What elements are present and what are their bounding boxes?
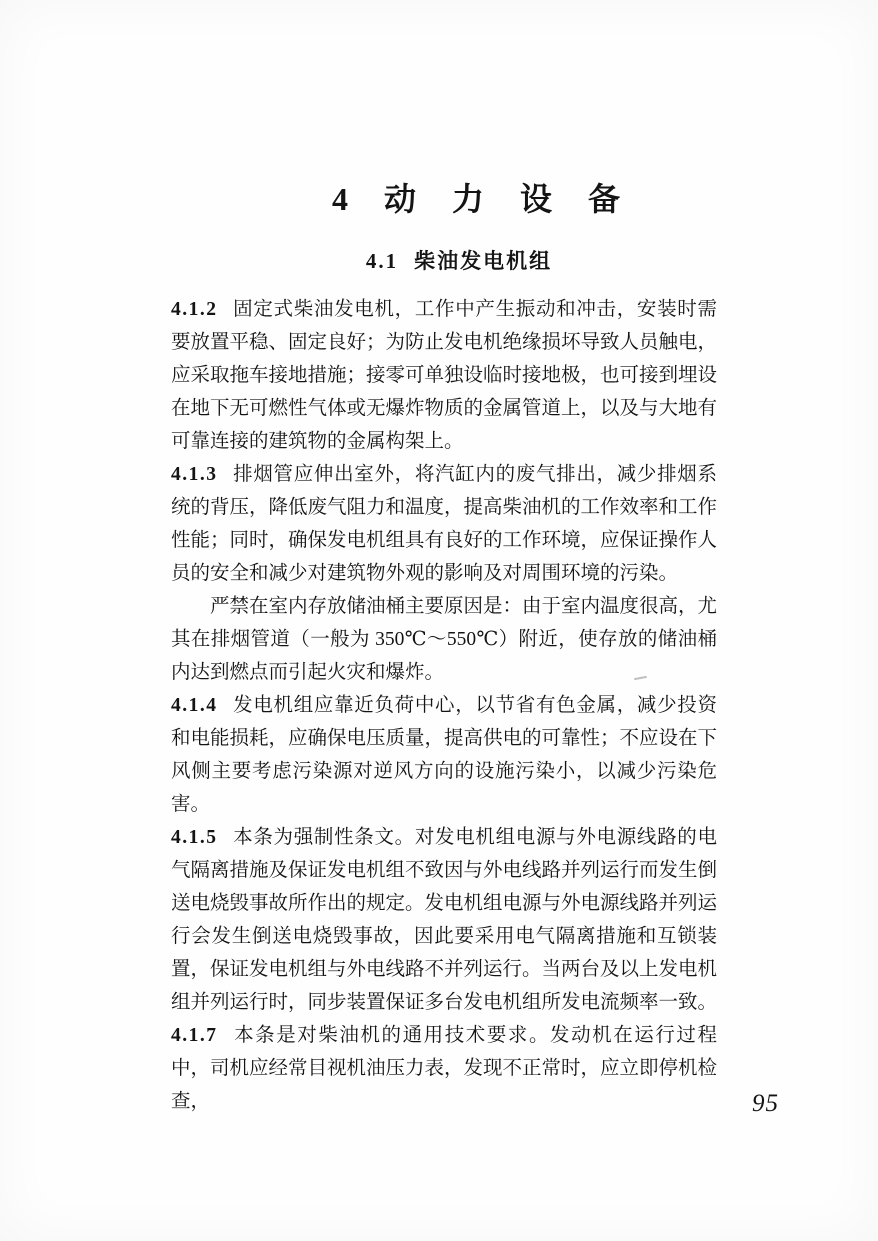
section-label: 柴油发电机组 bbox=[414, 249, 553, 273]
clause-number: 4.1.2 bbox=[171, 299, 218, 320]
clause-text: 发电机组应靠近负荷中心，以节省有色金属，减少投资和电能损耗，应确保电压质量，提高供电的可靠性；不应设在下风侧主要考虑污染源对逆风方向的设施污染小，以减少污染危害。 bbox=[171, 695, 718, 815]
section-title bbox=[20, 245, 878, 275]
clause-text: 本条是对柴油机的通用技术要求。发动机在运行过程中，司机应经常目视机油压力表，发现不正常时，应立即停机检查， bbox=[171, 1025, 718, 1112]
clause-4-1-3 bbox=[171, 458, 717, 590]
clause-number: 4.1.3 bbox=[171, 464, 218, 485]
clause-number: 4.1.5 bbox=[171, 827, 218, 848]
clause-text: 排烟管应伸出室外，将汽缸内的废气排出，减少排烟系统的背压，降低废气阻力和温度，提高柴油机的工作效率和工作性能；同时，确保发电机组具有良好的工作环境，应保证操作人员的安全和减少对建筑物外观的影响及对周围环境的污染。 bbox=[171, 464, 718, 584]
clause-4-1-5 bbox=[171, 821, 717, 1019]
section-number: 4.1 bbox=[365, 249, 399, 273]
clause-text: 固定式柴油发电机，工作中产生振动和冲击，安装时需要放置平稳、固定良好；为防止发电机绝缘损坏导致人员触电，应采取拖车接地措施；接零可单独设临时接地极，也可接到埋设在地下无可燃性气体或无爆炸物质的金属管道上，以及与大地有可靠连接的建筑物的金属构架上。 bbox=[171, 299, 718, 452]
clause-4-1-7 bbox=[171, 1019, 717, 1118]
clause-4-1-2 bbox=[171, 293, 717, 458]
clause-number: 4.1.7 bbox=[171, 1025, 218, 1046]
clause-text: 本条为强制性条文。对发电机组电源与外电源线路的电气隔离措施及保证发电机组不致因与外电线路并列运行而发生倒送电烧毁事故所作出的规定。发电机组电源与外电源线路并列运行会发生倒送电烧毁事故，因此要采用电气隔离措施和互锁装置，保证发电机组与外电线路不并列运行。当两台及以上发电机组并列运行时，同步装置保证多台发电机组所发电流频率一致。 bbox=[171, 827, 718, 1013]
paragraph-text: 严禁在室内存放储油桶主要原因是：由于室内温度很高，尤其在排烟管道（一般为 350℃～550℃）附近，使存放的储油桶内达到燃点而引起火灾和爆炸。 bbox=[171, 596, 718, 683]
chapter-title: 4 动 力 设 备 bbox=[331, 181, 626, 217]
body-text-block bbox=[171, 293, 717, 1118]
commentary-paragraph bbox=[171, 590, 717, 689]
page-number: 95 bbox=[752, 1090, 779, 1117]
clause-number: 4.1.4 bbox=[171, 695, 218, 716]
clause-4-1-4 bbox=[171, 689, 717, 821]
